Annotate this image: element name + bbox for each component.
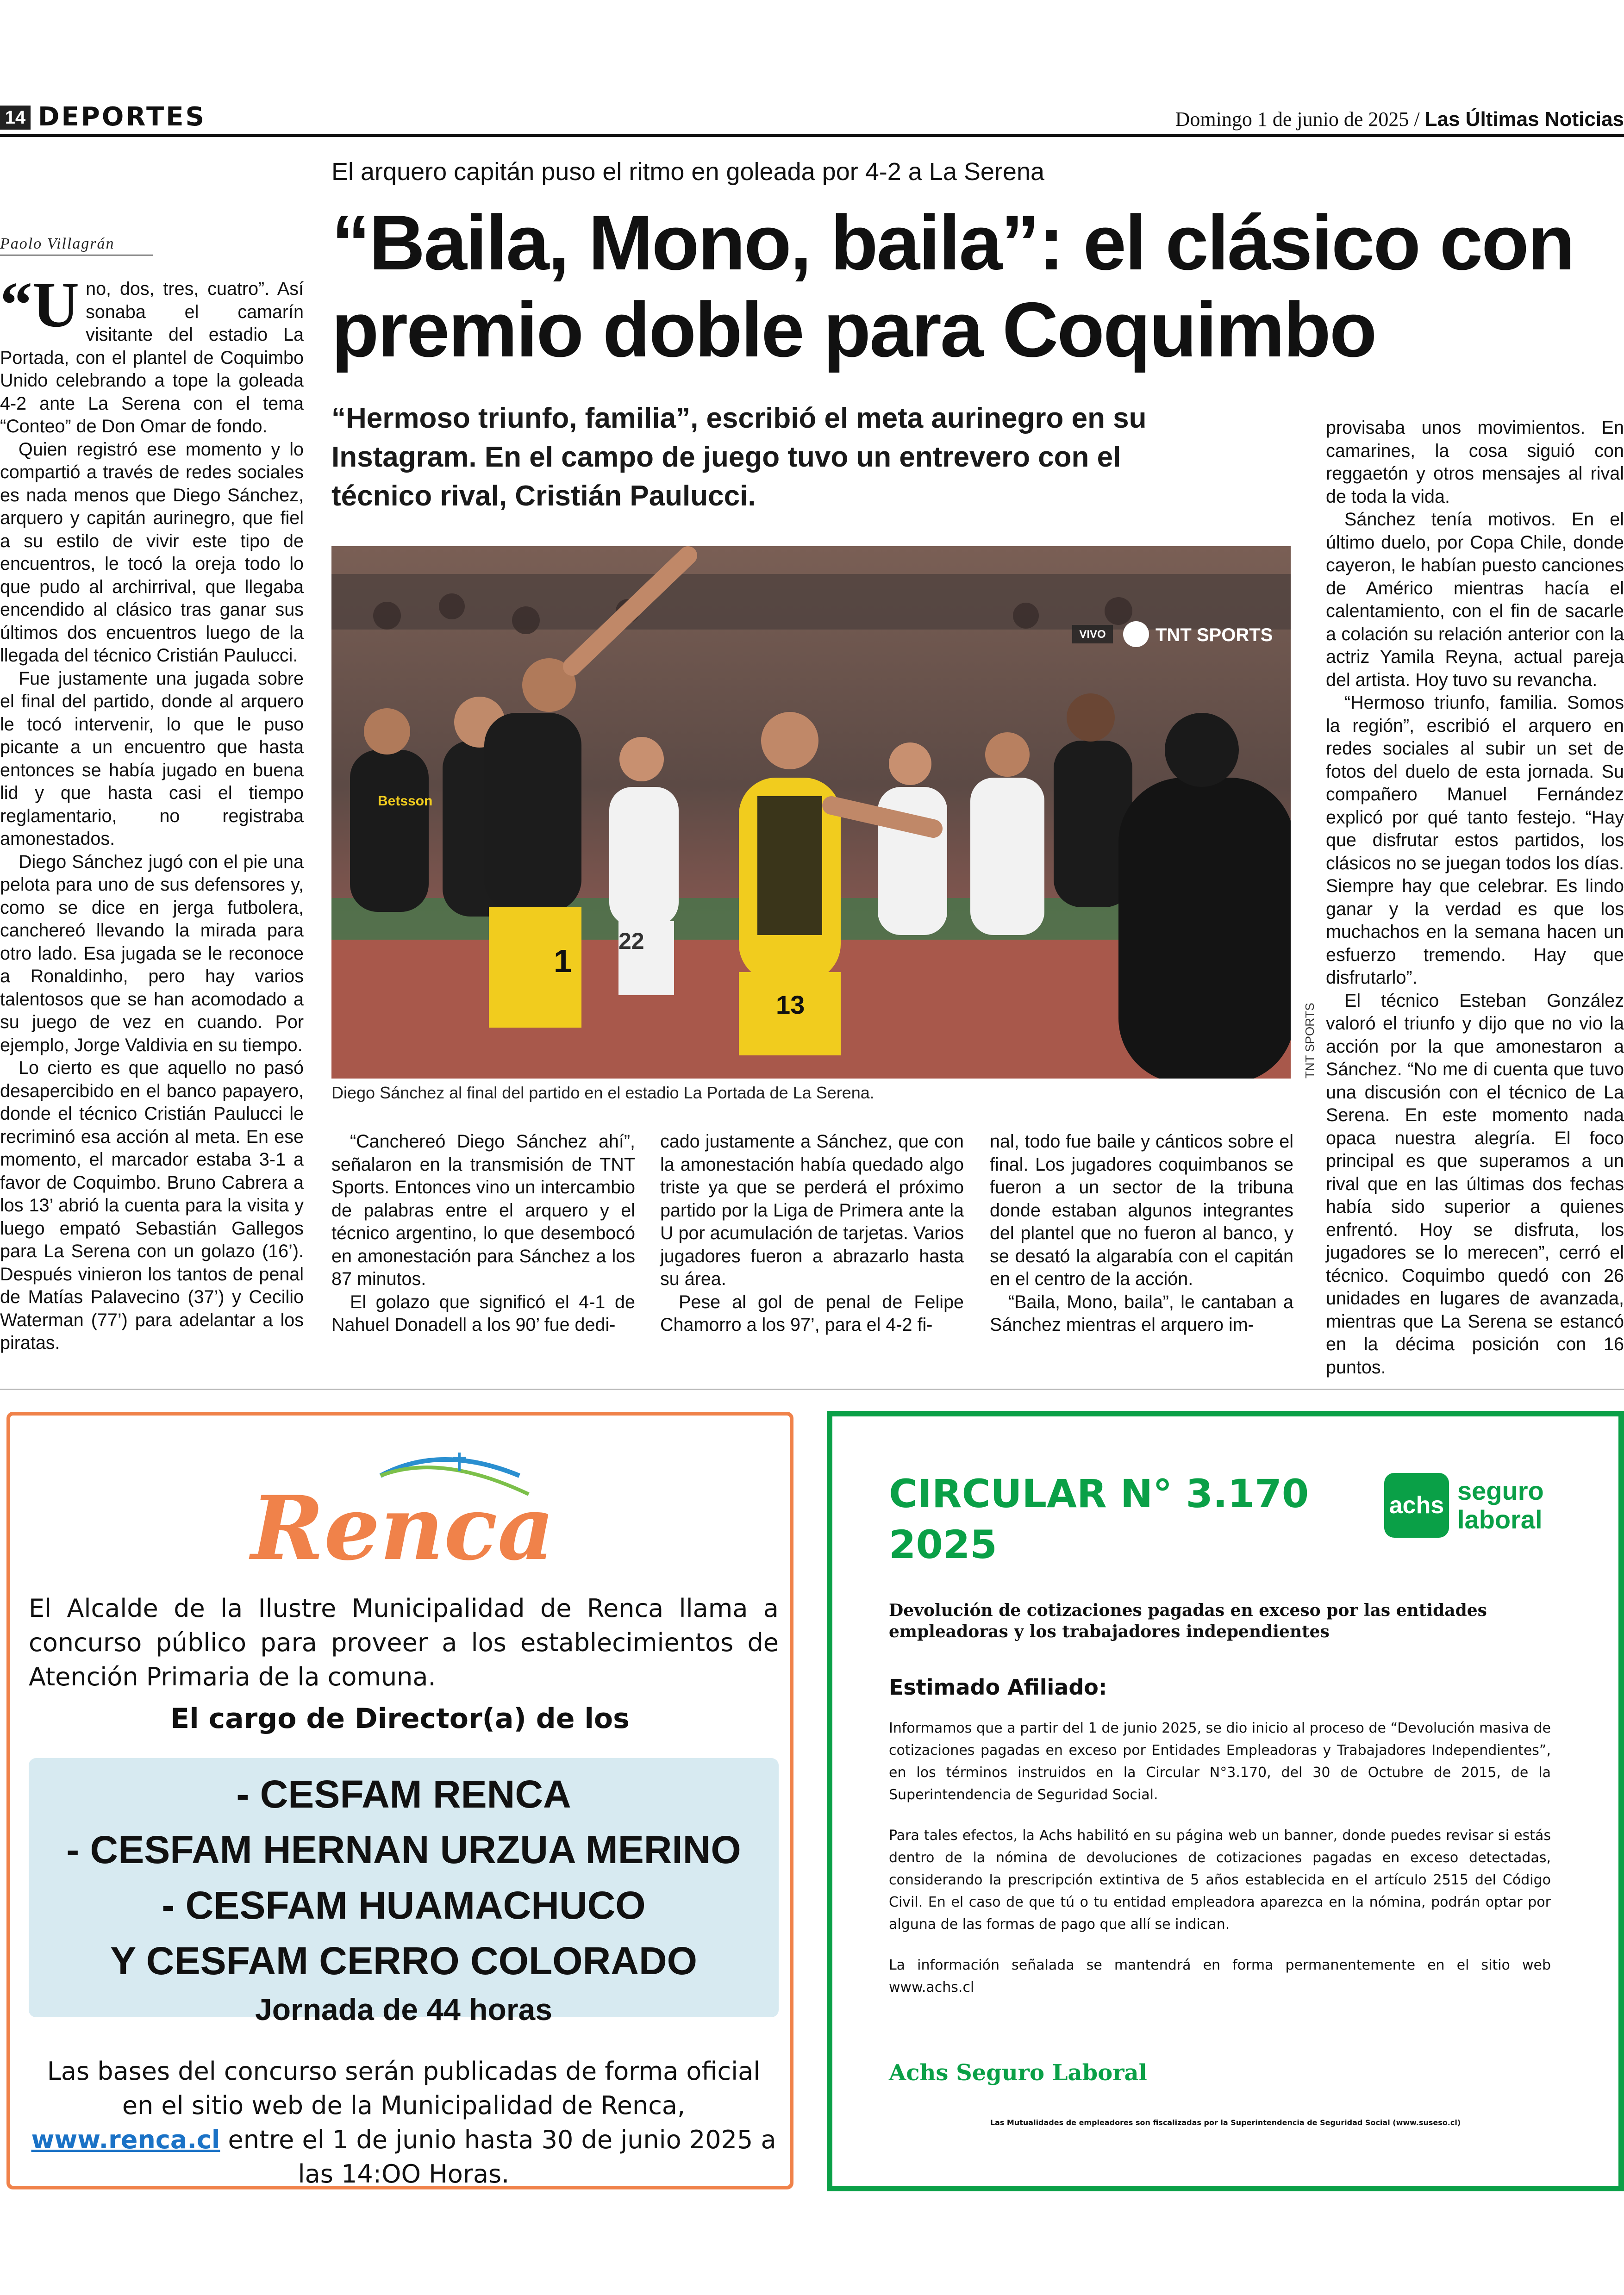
article-column-1 [0, 269, 304, 1355]
shirt-number: 13 [776, 990, 805, 1019]
renca-bases: Las bases del concurso serán publicadas de forma oficial en el sitio web de la Municipalidad de Renca, www.renca.cl entre el 1 de junio hasta 30 de junio 2025 a las 14:OO Horas. [31, 2057, 776, 2189]
achs-subtitle: Devolución de cotizaciones pagadas en exceso por las entidades empleadoras y los trabajadores independientes [889, 1601, 1487, 1641]
paragraph: “Hermoso triunfo, familia. Somos la región”, escribió el arquero en redes sociales al subir un set de fotos del duelo de esta jornada. Su compañero Manuel Fernández explicó por qué tanto festejo. “Hay que disfrutar estos partidos, los clásicos no se juegan todos los días. Siempre hay que celebrar. Es lindo ganar y la verdad es que los muchachos en la semana hacen un esfuerzo tremendo. Hay que disfrutarlo”. [1326, 692, 1624, 988]
achs-advertisement [827, 1411, 1624, 2191]
paragraph: provisaba unos movimientos. En camarines, la cosa siguió con reggaetón y otros mensajes al rival de toda la vida. [1326, 418, 1624, 507]
achs-logo-text: seguro laboral [1457, 1476, 1544, 1534]
dateline-separator: / [1409, 108, 1425, 131]
article-kicker: El arquero capitán puso el ritmo en goleada por 4-2 a La Serena [331, 158, 1045, 186]
paragraph: Sánchez tenía motivos. En el último duelo, por Copa Chile, donde cayeron, le habían puesto canciones de Américo mientras hacía el calentamiento, con el fin de sacarle a colación su relación anterior con la actriz Yamila Reyna, actual pareja del artista. Hoy tuvo su revancha. [1326, 509, 1624, 690]
photo-credit: TNT SPORTS [1303, 1003, 1317, 1079]
renca-logo [242, 1443, 575, 1578]
issue-date: Domingo 1 de junio de 2025 [1175, 108, 1409, 131]
newspaper-name: Las Últimas Noticias [1424, 108, 1624, 131]
position-item: - CESFAM HERNAN URZUA MERINO [66, 1828, 741, 1871]
paragraph: nal, todo fue baile y cánticos sobre el final. Los jugadores coquimbanos se fueron a un sector de la tribuna donde estaban algunos integrantes del plantel que no fueron al banco, y se desató la algarabía con el capitán en el centro de la acción. [990, 1131, 1293, 1289]
renca-advertisement [6, 1412, 793, 2189]
paragraph: cado justamente a Sánchez, que con la amonestación había quedado algo triste ya que se perderá el próximo partido por la Liga de Primera ante la U por acumulación de tarjetas. Varios jugadores fueron a abrazarlo hasta su área. [660, 1131, 964, 1289]
lead-paragraph: “Uno, dos, tres, cuatro”. Así sonaba el camarín visitante del estadio La Portada, con el plantel de Coquimbo Unido celebrando a tope la goleada 4-2 ante La Serena con el tema “Conteo” de Don Omar de fondo. [0, 269, 304, 437]
position-item: - CESFAM RENCA [236, 1772, 571, 1816]
achs-signature: Achs Seguro Laboral [889, 2060, 1147, 2086]
header-rule [0, 134, 1624, 137]
achs-paragraph: Informamos que a partir del 1 de junio 2025, se dio inicio al proceso de “Devolución masiva de cotizaciones pagadas en exceso por Entidades Empleadoras y Trabajadores Independientes”, en los términos instruidos en la Circular N°3.170, del 30 de Octubre de 2015, de la Superintendencia de Seguridad Social. [889, 1720, 1551, 1803]
renca-cargo: El cargo de Director(a) de los [170, 1703, 630, 1735]
paragraph: El técnico Esteban González valoró el triunfo y dijo que no vio la acción por la que amonestaron a Sánchez. “No me di cuenta que tuvo una discusión con el técnico de La Serena. En este momento nada opaca nuestra alegría. El foco principal es que superamos a un rival que en las últimas dos fechas había sido superior a quienes enfrentó. Hoy se disfruta, los jugadores se lo merecen”, cerró el técnico. Coquimbo quedó con 26 unidades en lugares de avanzada, mientras que La Serena se estancó en la décima posición con 16 puntos. [1326, 990, 1624, 1378]
shirt-sponsor: Betsson [378, 793, 433, 809]
article-column-3 [660, 1130, 964, 1337]
renca-positions-box [29, 1758, 779, 2027]
achs-footnote: Las Mutualidades de empleadores son fiscalizadas por la Superintendencia de Seguridad Social (www.suseso.cl) [990, 2118, 1461, 2127]
renca-jornada: Jornada de 44 horas [255, 1992, 552, 2027]
shirt-number: 22 [618, 928, 644, 954]
paragraph: Diego Sánchez jugó con el pie una pelota para uno de sus defensores y, como se dice en jerga futbolera, canchereó llevando la mirada para otro lado. Esa jugada se le reconoce a Ronaldinho, pero hay varios talentosos que se han acomodado a su juego de vez en cuando. Por ejemplo, Jorge Valdivia en su tiempo. [0, 851, 304, 1055]
drop-cap: “U [0, 269, 80, 341]
article-column-4 [1326, 417, 1624, 1379]
paragraph: “Baila, Mono, baila”, le cantaban a Sánchez mientras el arquero im- [990, 1291, 1293, 1335]
paragraph: Lo cierto es que aquello no pasó desapercibido en el banco papayero, donde el técnico Cristián Paulucci le recriminó esa acción al meta. En ese momento, el marcador estaba 3-1 a favor de Coquimbo. Bruno Cabrera a los 13’ abrió la cuenta para la visita y luego empató Sebastián Gallegos para La Serena con un golazo (16’). Después vinieron los tantos de penal de Matías Palavecino (37’) y Cecilio Waterman (77’) para adelantar a los piratas. [0, 1058, 304, 1353]
section-title: DEPORTES [38, 102, 206, 132]
paragraph: Quien registró ese momento y lo compartió a través de redes sociales es nada menos que Diego Sánchez, arquero y capitán aurinegro, que fiel a su estilo de vivir este tipo de encuentros, le tocó la oreja todo lo que pudo al archirrival, que llegaba encendido al clásico tras ganar sus últimos dos encuentros luego de la llegada del técnico Cristián Paulucci. [0, 439, 304, 666]
achs-paragraph: La información señalada se mantendrá en forma permanentemente en el sitio web www.achs.cl [889, 1957, 1551, 1996]
tnt-sports-logo: TNT SPORTS [1156, 625, 1273, 645]
paragraph: El golazo que significó el 4-1 de Nahuel Donadell a los 90’ fue dedi- [331, 1291, 635, 1335]
dateline [1175, 107, 1624, 131]
article-headline: “Baila, Mono, baila”: el clásico con premio doble para Coquimbo [331, 199, 1574, 373]
article-column-2 [331, 1130, 635, 1337]
renca-intro: El Alcalde de la Ilustre Municipalidad de Renca llama a concurso público para proveer a los establecimientos de Atención Primaria de la comuna. [29, 1594, 779, 1691]
achs-body [889, 1717, 1551, 2017]
paragraph: “Canchereó Diego Sánchez ahí”, señalaron en la transmisión de TNT Sports. Entonces vino un intercambio de palabras entre el arquero y el técnico argentino, lo que desembocó en amonestación para Sánchez a los 87 minutos. [331, 1131, 635, 1289]
byline: Paolo Villagrán [0, 235, 153, 256]
broadcast-live-label: VIVO [1079, 628, 1106, 641]
page-number: 14 [0, 106, 31, 130]
position-item: Y CESFAM CERRO COLORADO [110, 1939, 697, 1983]
shirt-number: 1 [554, 943, 572, 979]
paragraph: Fue justamente una jugada sobre el final del partido, donde al arquero le tocó intervenir, lo que le puso picante a un encuentro que hasta entonces se había jugado en buena lid y que hasta casi el tiempo reglamentario, no registraba amonestados. [0, 668, 304, 849]
ad-separator [0, 1389, 1624, 1390]
article-photo [331, 546, 1291, 1079]
photo-caption: Diego Sánchez al final del partido en el estadio La Portada de La Serena. [331, 1083, 874, 1102]
achs-logo [1384, 1473, 1544, 1538]
renca-logo-text: Renca [251, 1477, 555, 1578]
achs-paragraph: Para tales efectos, la Achs habilitó en su página web un banner, donde puedes revisar si estás dentro de la nómina de devoluciones de cotizaciones pagadas en exceso detectadas, considerando la prescripción extintiva de 5 años establecida en el artículo 2515 del Código Civil. En el caso de que tú o tu entidad empleadora aparezca en la nómina, podrán optar por alguna de las formas de pago que allí se indican. [889, 1827, 1551, 1933]
paragraph: Pese al gol de penal de Felipe Chamorro a los 97’, para el 4-2 fi- [660, 1291, 964, 1335]
celebration-photo-illustration [331, 546, 1291, 1079]
renca-website-link[interactable]: www.renca.cl [31, 2125, 220, 2154]
article-column-5 [990, 1130, 1293, 1337]
achs-greeting: Estimado Afiliado: [889, 1675, 1107, 1700]
achs-logo-mark: achs [1384, 1473, 1449, 1538]
position-item: - CESFAM HUAMACHUCO [162, 1883, 646, 1927]
article-deck: “Hermoso triunfo, familia”, escribió el meta aurinegro en su Instagram. En el campo de juego tuvo un entrevero con el técnico rival, Cristián Paulucci. [331, 402, 1147, 512]
achs-circular-title: CIRCULAR N° 3.170 2025 [889, 1471, 1309, 1567]
